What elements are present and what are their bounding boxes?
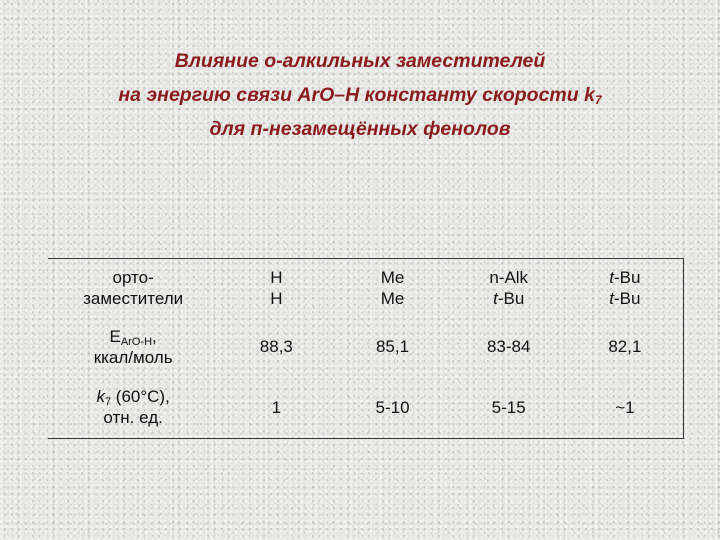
cell-line: Me (380, 267, 405, 287)
table-row-bond-energy (48, 317, 684, 377)
cell-text: -Bu (614, 288, 641, 308)
title-line-2 (0, 78, 720, 112)
cell-line (567, 288, 683, 309)
row-header-rate-constant (48, 377, 218, 439)
table-cell: ~1 (615, 397, 635, 417)
table-cell (334, 259, 450, 317)
title-line-1: Влияние о-алкильных заместителей (174, 50, 546, 72)
table-cell (567, 259, 684, 317)
row-header-line (48, 326, 218, 347)
table-cell (451, 259, 567, 317)
table-cell: 83-84 (486, 337, 531, 356)
cell-line (451, 288, 567, 309)
table-cell: 5-15 (491, 397, 526, 417)
table-cell: 1 (271, 397, 282, 417)
cell-text: -Bu (497, 288, 525, 308)
energy-subscript: ArO-H (120, 335, 153, 348)
row-header-substituents (48, 259, 218, 317)
title-line-3: для п-незамещённых фенолов (209, 118, 511, 140)
slide-title (0, 44, 720, 146)
row-header-bond-energy (48, 317, 218, 377)
row-header-line: орто- (112, 267, 154, 287)
cell-line: n-Alk (489, 267, 529, 287)
cell-line (567, 267, 683, 288)
row-header-line: отн. ед. (103, 408, 163, 428)
table-cell (218, 259, 334, 317)
table-cell: 88,3 (259, 337, 293, 356)
k-subscript: 7 (104, 396, 112, 409)
italic-prefix: t (609, 288, 615, 308)
cell-line: Me (380, 288, 405, 308)
row-header-line (48, 386, 218, 407)
cell-line: H (270, 288, 283, 308)
title-line-2-text: на энергию связи ArO–H константу скорости k (118, 84, 595, 106)
row-header-line: заместители (83, 288, 184, 308)
energy-symbol: E (109, 326, 121, 346)
header-comma: , (152, 326, 157, 346)
table-cell: 5-10 (375, 397, 410, 417)
table-cell: 85,1 (375, 337, 410, 356)
table-cell: 82,1 (608, 337, 642, 356)
row-header-line: ккал/моль (93, 347, 173, 367)
table-row-substituents (48, 259, 684, 317)
italic-prefix: t (609, 267, 615, 287)
table-row-rate-constant (48, 377, 684, 439)
k-symbol: k (96, 387, 105, 407)
cell-line: H (270, 267, 283, 287)
data-table (48, 258, 684, 439)
title-line-2-subscript: 7 (594, 93, 602, 107)
cell-text: -Bu (614, 267, 641, 287)
header-rest: (60°C), (111, 387, 170, 407)
italic-prefix: t (493, 288, 498, 308)
